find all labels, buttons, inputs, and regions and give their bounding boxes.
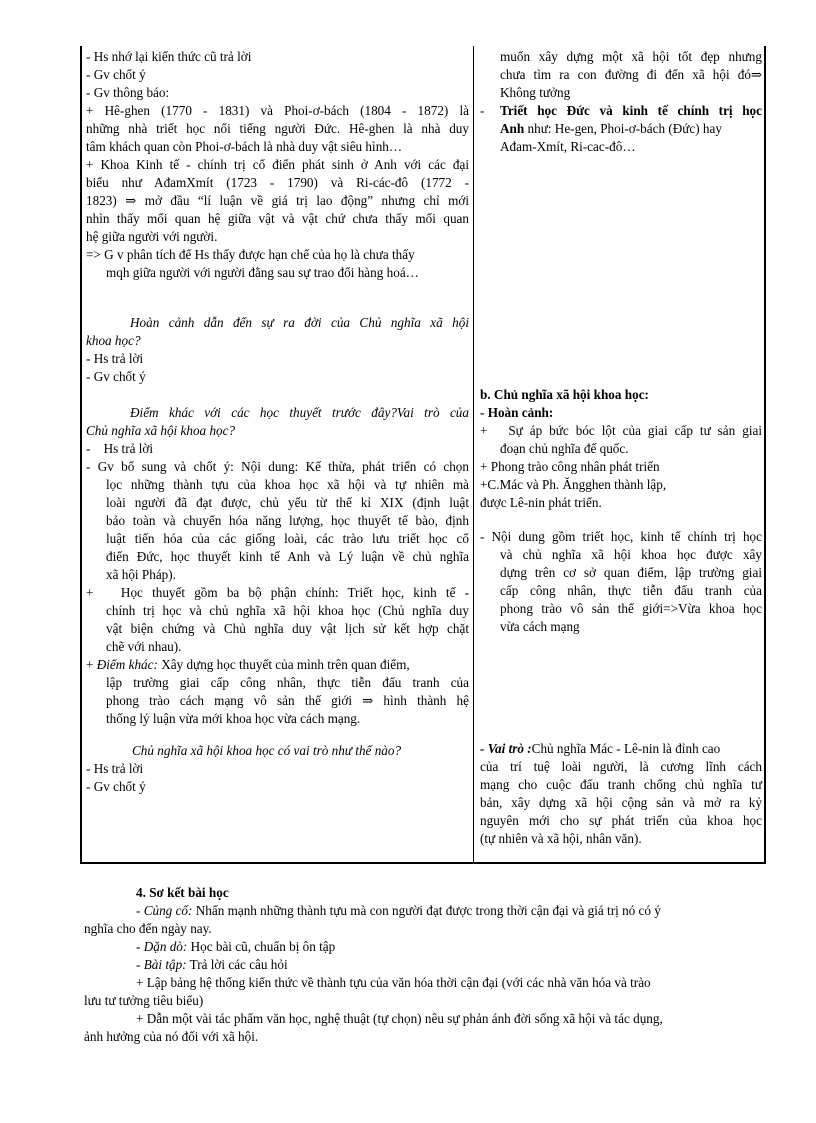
text-line: chẽ với nhau).	[106, 639, 182, 654]
text-line: ảnh hưởng của nó đối với xã hội.	[84, 1029, 259, 1044]
emphasis-label: Điểm khác:	[96, 657, 158, 672]
text-line: xã hội Pháp).	[106, 567, 176, 582]
text-line: (tự nhiên và xã hội, nhân văn).	[480, 831, 642, 846]
text-line: được Lê-nin phát triển.	[480, 495, 602, 510]
text-line: - Hs trả lời	[86, 351, 144, 366]
emphasis-label: - Vai trò :	[480, 741, 532, 756]
text-line: hệ giữa người với người.	[86, 229, 218, 244]
text-line: nhìn thấy mối quan hệ giữa vật và vật chứ chưa thấy mối quan	[86, 211, 469, 226]
text-line: - Gv chốt ý	[86, 779, 146, 794]
text-span: Học bài cũ, chuẩn bị ôn tập	[187, 939, 336, 954]
text-span: Nhấn mạnh những thành tựu mà con người đạt được trong thời cận đại và giá trị nó có ý	[192, 903, 661, 918]
text-line: + Lập bảng hệ thống kiến thức về thành tựu của văn hóa thời cận đại (với các nhà văn hóa và trào	[136, 975, 651, 990]
text-line: điển Đức, học thuyết kinh tế Anh và Lý luận về chủ nghĩa	[106, 549, 469, 564]
text-line: + Hê-ghen (1770 - 1831) và Phoi-ơ-bách (1804 - 1872) là	[86, 103, 469, 118]
text-line: Ađam-Xmít, Ri-cac-đô…	[500, 139, 636, 154]
text-line: những nhà triết học nổi tiếng người Đức. Hê-ghen là nhà duy	[86, 121, 469, 136]
text-line: vừa cách mạng	[500, 619, 580, 634]
text-line: - Gv bổ sung và chốt ý: Nội dung: Kế thừa, phát triển có chọn	[86, 459, 469, 474]
text-line: vật biện chứng và Chủ nghĩa duy vật lịch sử kết hợp chặt	[106, 621, 469, 636]
text-line: - Hs nhớ lại kiến thức cũ trả lời	[86, 49, 252, 64]
text-line: luật tiến hóa của các giống loài, các trào lưu triết học cổ	[106, 531, 469, 546]
text-line: bản, xây dựng xã hội cộng sản và mở ra kỷ	[480, 795, 762, 810]
emphasis-label: Củng cố:	[143, 903, 193, 918]
text-line: + Khoa Kinh tế - chính trị cổ điển phát sinh ở Anh với các đại	[86, 157, 469, 172]
text-line: lập trường giai cấp công nhân, thực tiễn đấu tranh của	[106, 675, 469, 690]
text-span: như: He-gen, Phoi-ơ-bách (Đức) hay	[524, 121, 722, 136]
text-span: Trả lời các câu hỏi	[186, 957, 288, 972]
text-line: đoạn chủ nghĩa đế quốc.	[500, 441, 629, 456]
text-line: + Phong trào công nhân phát triển	[480, 459, 660, 474]
text-line: phong trào cách mạng vô sản thế giới ⇒ hình thành hệ	[106, 693, 469, 708]
text-line: - Gv chốt ý	[86, 369, 146, 384]
text-line: + Điểm khác: Xây dựng học thuyết của mình trên quan điểm,	[86, 657, 410, 672]
text-line: + Học thuyết gồm ba bộ phận chính: Triết học, kinh tế -	[86, 585, 469, 600]
text-line: - Củng cố: Nhấn mạnh những thành tựu mà con người đạt được trong thời cận đại và giá trị nó có ý	[136, 903, 661, 918]
subheading: - Hoàn cảnh:	[480, 405, 554, 420]
text-line: dựng trên cơ sở quan điểm, lập trường giai	[500, 565, 762, 580]
text-line: và chủ nghĩa xã hội khoa học được xây	[500, 547, 762, 562]
question-line: Chủ nghĩa xã hội khoa học?	[86, 423, 236, 438]
text-line: biểu như AđamXmít (1723 - 1790) và Ri-các-đô (1772 -	[86, 175, 469, 190]
text-line: => G v phân tích để Hs thấy được hạn chế của họ là chưa thấy	[86, 247, 415, 262]
text-line: chính trị học và chủ nghĩa xã hội khoa học (Chủ nghĩa duy	[106, 603, 469, 618]
text-line: 1823) ⇒ mở đầu “lí luận về giá trị lao động” nhưng chỉ mới	[86, 193, 469, 208]
text-line: nguyên mới cho sự phát triển của khoa học	[480, 813, 762, 828]
emphasis-label: Bài tập:	[143, 957, 187, 972]
text-line	[480, 740, 720, 757]
text-span: Chủ nghĩa Mác - Lê-nin là đỉnh cao	[531, 741, 721, 756]
question-line: khoa học?	[86, 333, 141, 348]
column-divider	[473, 46, 474, 862]
text-line: chưa tìm ra con đường đi đến xã hội đó⇒	[500, 67, 762, 82]
text-line: - Gv thông báo:	[86, 85, 170, 100]
question-line: Điểm khác với các học thuyết trước đây?Vai trò của	[130, 405, 469, 420]
section-heading: b. Chủ nghĩa xã hội khoa học:	[480, 387, 649, 402]
text-line: lưu tư tưởng tiêu biểu)	[84, 993, 204, 1008]
question-line: Hoàn cảnh dẫn đến sự ra đời của Chủ nghĩa xã hội	[130, 315, 469, 330]
text-line: loài người đã đạt được, chủ yếu từ thế kỉ XIX (định luật	[106, 495, 469, 510]
text-line: bảo toàn và chuyển hóa năng lượng, học thuyết tế bào, định	[106, 513, 469, 528]
text-line: mqh giữa người với người đằng sau sự trao đổi hàng hoá…	[106, 265, 419, 280]
text-line	[500, 120, 722, 137]
text-span: Xây dựng học thuyết của mình trên quan điểm,	[157, 657, 410, 672]
text-line: phong trào vô sản thế giới=>Vừa khoa học	[500, 601, 762, 616]
text-line: Không tưởng	[500, 85, 571, 100]
text-line: + Dẫn một vài tác phẩm văn học, nghệ thuật (tự chọn) nêu sự phản ánh đời sống xã hội và tác dụng,	[136, 1011, 663, 1026]
emphasis-label: Dặn dò:	[143, 939, 188, 954]
text-line: nghĩa cho đến ngày nay.	[84, 921, 212, 936]
text-line: thống lý luận vừa mới khoa học vừa cách mạng.	[106, 711, 361, 726]
lesson-table	[80, 46, 766, 864]
text-line: - Hs trả lời	[86, 761, 144, 776]
text-line: - Hs trả lời	[86, 441, 154, 456]
text-line: +C.Mác và Ph. Ăngghen thành lập,	[480, 477, 667, 492]
text-line: - Dặn dò: Học bài cũ, chuẩn bị ôn tập	[136, 939, 336, 954]
text-line: + Sự áp bức bóc lột của giai cấp tư sản giai	[480, 423, 762, 438]
text-line: của trí tuệ loài người, là cương lĩnh cách	[480, 759, 762, 774]
section-heading: 4. Sơ kết bài học	[136, 885, 229, 900]
text-line: - Nội dung gồm triết học, kinh tế chính trị học	[480, 529, 762, 544]
bold-span: Anh	[500, 121, 525, 136]
text-line: - Bài tập: Trả lời các câu hỏi	[136, 957, 288, 972]
text-line: cấp công nhân, thực tiễn đấu tranh của	[500, 583, 762, 598]
text-line: lọc những thành tựu của khoa học xã hội và tự nhiên mà	[106, 477, 469, 492]
bold-line: Triết học Đức và kinh tế chính trị học	[500, 103, 762, 118]
text-line: muốn xây dựng một xã hội tốt đẹp nhưng	[500, 49, 762, 64]
text-line: -	[480, 103, 485, 118]
text-line: tâm khách quan còn Phoi-ơ-bách là nhà duy vật siêu hình…	[86, 139, 403, 154]
question-line: Chủ nghĩa xã hội khoa học có vai trò như thế nào?	[132, 743, 402, 758]
text-line: - Gv chốt ý	[86, 67, 146, 82]
text-line: mạng cho cuộc đấu tranh chống chủ nghĩa tư	[480, 777, 762, 792]
